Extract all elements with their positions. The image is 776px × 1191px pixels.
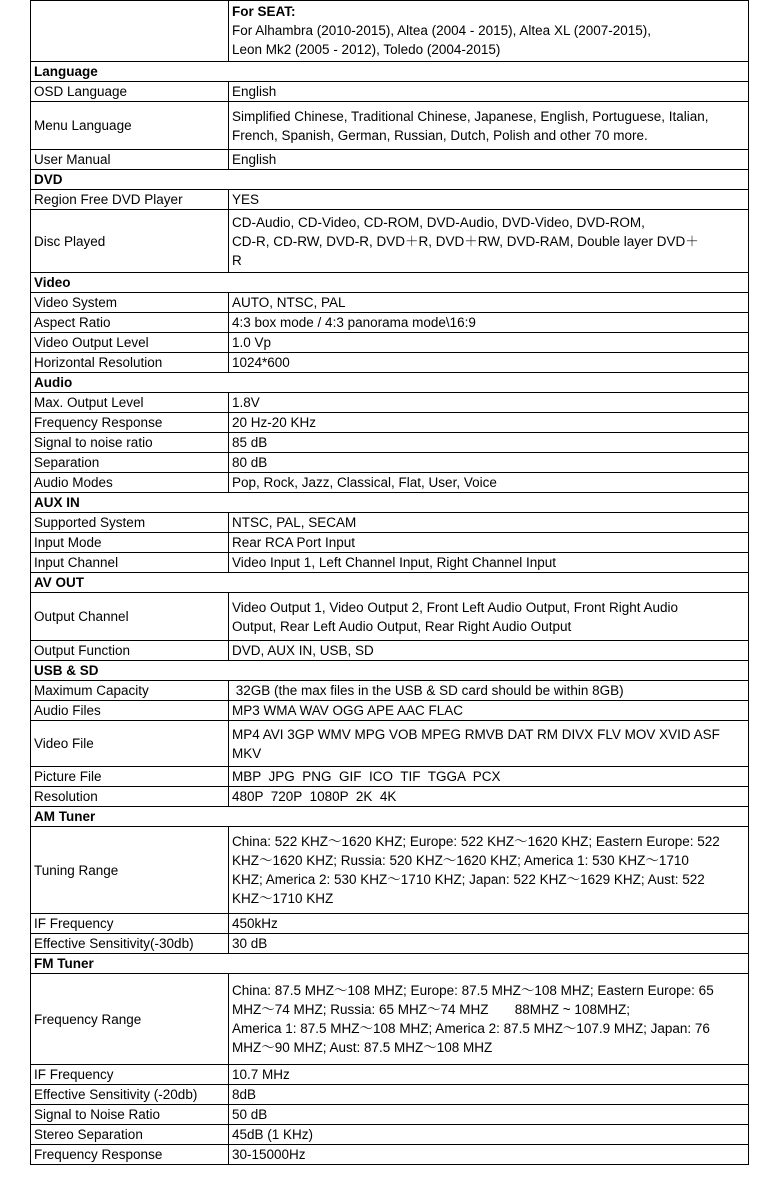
spec-value [229,210,749,273]
spec-label: Tuning Range [31,827,229,914]
spec-value: MBP JPG PNG GIF ICO TIF TGGA PCX [229,767,749,787]
spec-value: Pop, Rock, Jazz, Classical, Flat, User, Voice [229,473,749,493]
section-row [31,493,749,513]
spec-value [229,974,749,1065]
spec-label: Frequency Response [31,413,229,433]
value-line: KHZ; America 2: 530 KHZ～1710 KHZ; Japan: 522 KHZ～1629 KHZ; Aust: 522 [232,872,705,887]
spec-value: 30 dB [229,934,749,954]
table-row [31,102,749,150]
value-line: America 1: 87.5 MHZ～108 MHZ; America 2: 87.5 MHZ～107.9 MHZ; Japan: 76 [232,1021,710,1036]
spec-value: 20 Hz-20 KHz [229,413,749,433]
value-line: China: 87.5 MHZ～108 MHZ; Europe: 87.5 MHZ～108 MHZ; Eastern Europe: 65 [232,983,714,998]
spec-value: NTSC, PAL, SECAM [229,513,749,533]
table-row [31,641,749,661]
spec-value [229,827,749,914]
table-row [31,393,749,413]
table-row [31,150,749,170]
intro-cell [229,1,749,62]
table-row [31,934,749,954]
intro-row [31,1,749,62]
spec-value: YES [229,190,749,210]
table-row [31,1145,749,1165]
table-row [31,1065,749,1085]
spec-label: Audio Modes [31,473,229,493]
spec-label: Menu Language [31,102,229,150]
spec-label: IF Frequency [31,1065,229,1085]
spec-value: English [229,82,749,102]
section-row [31,62,749,82]
spec-label: Input Channel [31,553,229,573]
spec-value: 1024*600 [229,353,749,373]
table-row [31,767,749,787]
value-line: MKV [232,745,262,761]
section-aux-in: AUX IN [31,493,749,513]
value-line: China: 522 KHZ～1620 KHZ; Europe: 522 KHZ～1620 KHZ; Eastern Europe: 522 [232,834,720,849]
spec-value: DVD, AUX IN, USB, SD [229,641,749,661]
table-row [31,333,749,353]
table-row [31,473,749,493]
table-row [31,721,749,767]
table-row [31,353,749,373]
section-video: Video [31,273,749,293]
intro-title: For SEAT: [232,4,296,19]
table-row [31,313,749,333]
spec-label: Frequency Response [31,1145,229,1165]
spec-label: Picture File [31,767,229,787]
spec-value: English [229,150,749,170]
spec-value: 30-15000Hz [229,1145,749,1165]
spec-value: 4:3 box mode / 4:3 panorama mode\16:9 [229,313,749,333]
section-row [31,273,749,293]
spec-table [30,0,749,1165]
table-row [31,210,749,273]
spec-value: 480P 720P 1080P 2K 4K [229,787,749,807]
spec-value: 80 dB [229,453,749,473]
table-row [31,1105,749,1125]
value-line: French, Spanish, German, Russian, Dutch, Polish and other 70 more. [232,127,648,143]
spec-label: Video File [31,721,229,767]
spec-value: 32GB (the max files in the USB & SD card should be within 8GB) [229,681,749,701]
spec-label: OSD Language [31,82,229,102]
spec-label: Signal to noise ratio [31,433,229,453]
spec-label: Disc Played [31,210,229,273]
spec-value: 450kHz [229,914,749,934]
section-usb-sd: USB & SD [31,661,749,681]
table-row [31,787,749,807]
value-line: CD-Audio, CD-Video, CD-ROM, DVD-Audio, DVD-Video, DVD-ROM, [232,214,645,230]
spec-label: Output Function [31,641,229,661]
spec-value: Video Input 1, Left Channel Input, Right Channel Input [229,553,749,573]
spec-label: Maximum Capacity [31,681,229,701]
spec-label: Signal to Noise Ratio [31,1105,229,1125]
spec-label: Audio Files [31,701,229,721]
spec-label: Max. Output Level [31,393,229,413]
spec-label: Aspect Ratio [31,313,229,333]
table-row [31,190,749,210]
table-row [31,513,749,533]
value-line: Simplified Chinese, Traditional Chinese, Japanese, English, Portuguese, Italian, [232,108,709,124]
table-row [31,413,749,433]
value-line: Output, Rear Left Audio Output, Rear Right Audio Output [232,618,572,634]
spec-value: 1.0 Vp [229,333,749,353]
value-line: Video Output 1, Video Output 2, Front Left Audio Output, Front Right Audio [232,599,679,615]
spec-value: 85 dB [229,433,749,453]
table-row [31,82,749,102]
table-row [31,593,749,641]
spec-value: Rear RCA Port Input [229,533,749,553]
section-row [31,573,749,593]
section-fm-tuner: FM Tuner [31,954,749,974]
section-av-out: AV OUT [31,573,749,593]
intro-line: Leon Mk2 (2005 - 2012), Toledo (2004-2015) [232,42,501,57]
spec-label: Region Free DVD Player [31,190,229,210]
spec-label: Output Channel [31,593,229,641]
spec-label: IF Frequency [31,914,229,934]
table-row [31,701,749,721]
value-line: KHZ～1620 KHZ; Russia: 520 KHZ～1620 KHZ; America 1: 530 KHZ～1710 [232,853,689,868]
table-row [31,681,749,701]
spec-value: MP3 WMA WAV OGG APE AAC FLAC [229,701,749,721]
spec-label: Effective Sensitivity(-30db) [31,934,229,954]
value-line: R [232,252,242,268]
table-row [31,974,749,1065]
spec-value: AUTO, NTSC, PAL [229,293,749,313]
spec-label: Resolution [31,787,229,807]
section-language: Language [31,62,749,82]
spec-value [229,593,749,641]
intro-label-cell [31,1,229,62]
spec-value [229,102,749,150]
spec-label: Frequency Range [31,974,229,1065]
spec-value: 45dB (1 KHz) [229,1125,749,1145]
spec-label: Effective Sensitivity (-20db) [31,1085,229,1105]
section-row [31,807,749,827]
value-line: MHZ～74 MHZ; Russia: 65 MHZ～74 MHZ 88MHZ ~ 108MHZ; [232,1002,630,1017]
table-row [31,914,749,934]
spec-label: Video System [31,293,229,313]
table-row [31,453,749,473]
section-row [31,661,749,681]
section-am-tuner: AM Tuner [31,807,749,827]
spec-label: Supported System [31,513,229,533]
spec-label: Video Output Level [31,333,229,353]
intro-line: For Alhambra (2010-2015), Altea (2004 - 2015), Altea XL (2007-2015), [232,23,652,38]
section-row [31,954,749,974]
spec-value [229,721,749,767]
spec-label: Input Mode [31,533,229,553]
spec-value: 1.8V [229,393,749,413]
spec-label: Stereo Separation [31,1125,229,1145]
section-row [31,170,749,190]
table-row [31,1085,749,1105]
section-row [31,373,749,393]
section-audio: Audio [31,373,749,393]
value-line: CD-R, CD-RW, DVD-R, DVD＋R, DVD＋RW, DVD-RAM, Double layer DVD＋ [232,233,699,249]
spec-label: Separation [31,453,229,473]
table-row [31,433,749,453]
spec-value: 50 dB [229,1105,749,1125]
value-line: MHZ～90 MHZ; Aust: 87.5 MHZ～108 MHZ [232,1040,493,1055]
table-row [31,293,749,313]
table-row [31,1125,749,1145]
section-dvd: DVD [31,170,749,190]
spec-value: 10.7 MHz [229,1065,749,1085]
value-line: MP4 AVI 3GP WMV MPG VOB MPEG RMVB DAT RM DIVX FLV MOV XVID ASF [232,726,720,742]
value-line: KHZ～1710 KHZ [232,891,334,906]
spec-label: Horizontal Resolution [31,353,229,373]
spec-label: User Manual [31,150,229,170]
table-row [31,533,749,553]
spec-value: 8dB [229,1085,749,1105]
table-row [31,553,749,573]
table-row [31,827,749,914]
